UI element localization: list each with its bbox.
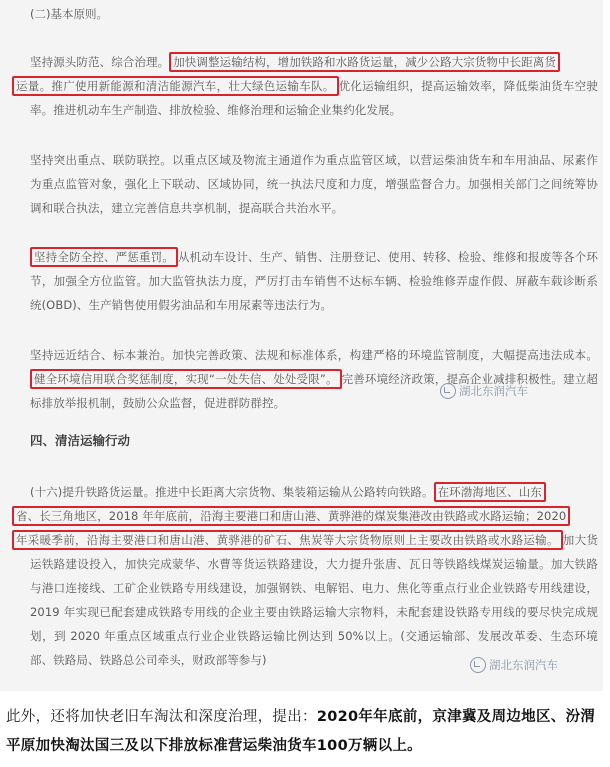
highlight-box: 省、长三角地区，2018 年年底前，沿海主要港口和唐山港、黄骅港的煤炭集港改由铁路或水路运输；2020	[12, 506, 570, 526]
paragraph-long-short-term	[30, 343, 598, 415]
watermark-logo-icon	[470, 657, 486, 673]
paragraph-text: 优化运输组织，提高运输效率，降低柴油货车空驶率。推进机动车生产制造、排放检验、维修治理和运输企业集约化发展。	[30, 79, 598, 117]
summary-bold-text: 2020年年底前，京津冀及周边地区、汾渭平原加快淘汰国三及以下排放标准营运柴油货车100万辆以上。	[6, 709, 596, 754]
watermark-text: 湖北东润汽车	[459, 384, 528, 398]
summary-text: 此外，还将加快老旧车淘汰和深度治理，提出：	[6, 709, 317, 725]
paragraph-text: 从机动车设计、生产、销售、注册登记、使用、转移、检验、维修和报废等各个环节，加强全方位监管。加大监管执法力度，严厉打击车销售不达标车辆、检验维修弄虚作假、屏蔽车载诊断系统(OBD)、生产销售使用假劣油品和车用尿素等违法行为。	[30, 250, 598, 312]
highlight-box: 在环渤海地区、山东	[434, 482, 546, 502]
paragraph-text: 加大货运铁路建设投入，加快完成蒙华、水曹等货运铁路建设，大力提升张唐、瓦日等铁路线煤炭运输量。加大铁路与港口连接线、工矿企业铁路专用线建设，加强钢铁、电解铝、电力、焦化等重点行业企业铁路专用线建设，2019 年实现已配套建成铁路专用线的企业主要由铁路运输大宗物料，未配套建设铁路专用线的要尽快完成规划，到 2020 年重点区域重点行业企业铁路运输比例达到 50%以上。(交通运输部、发展改革委、生态环境部、铁路局、铁路总公司牵头，财政部等参与)	[30, 533, 598, 667]
highlight-box: 运量。推广使用新能源和清洁能源汽车，壮大绿色运输车队。	[12, 76, 339, 96]
highlight-box: 健全环境信用联合奖惩制度，实现“一处失信、处处受限”。	[30, 369, 342, 389]
section-heading-clean-transport: 四、清洁运输行动	[30, 433, 131, 448]
highlight-box: 坚持全防全控、严惩重罚。	[30, 247, 178, 267]
paragraph-lead: 坚持源头防范、综合治理。	[30, 55, 170, 69]
summary-paragraph	[6, 703, 604, 761]
watermark-text: 湖北东润汽车	[489, 658, 558, 672]
paragraph-lead: 坚持远近结合、标本兼治。加快完善政策、法规和标准体系，构建严格的环境监管制度，大幅提高违法成本。	[30, 348, 598, 362]
watermark-logo-icon	[440, 383, 456, 399]
paragraph-full-control	[30, 245, 598, 317]
paragraph-source-prevention	[16, 50, 598, 122]
paragraph-text: 完善环境经济政策，提高企业减排积极性。建立超标排放举报机制，鼓励公众监督，促进群防群控。	[30, 372, 598, 410]
paragraph-key-points: 坚持突出重点、联防联控。以重点区域及物流主通道作为重点监管区域，以营运柴油货车和车用油品、尿素作为重点监管对象，强化上下联动、区域协同，统一执法尺度和力度，增强监督合力。加强相关部门之间统筹协调和联合执法，建立完善信息共享机制，提高联合共治水平。	[30, 153, 598, 215]
watermark	[440, 383, 528, 399]
watermark	[470, 657, 558, 673]
paragraph-lead: (十六)提升铁路货运量。推进中长距离大宗货物、集装箱运输从公路转向铁路。	[30, 485, 434, 499]
highlight-box: 年采暖季前，沿海主要港口和唐山港、黄骅港的矿石、焦炭等大宗货物原则上主要改由铁路或水路运输。	[12, 530, 563, 550]
highlight-box: 加快调整运输结构，增加铁路和水路货运量，减少公路大宗货物中长距离货	[169, 52, 560, 72]
section-heading-basic-principles: (二)基本原则。	[30, 7, 108, 21]
paragraph-railway-freight	[16, 480, 598, 672]
